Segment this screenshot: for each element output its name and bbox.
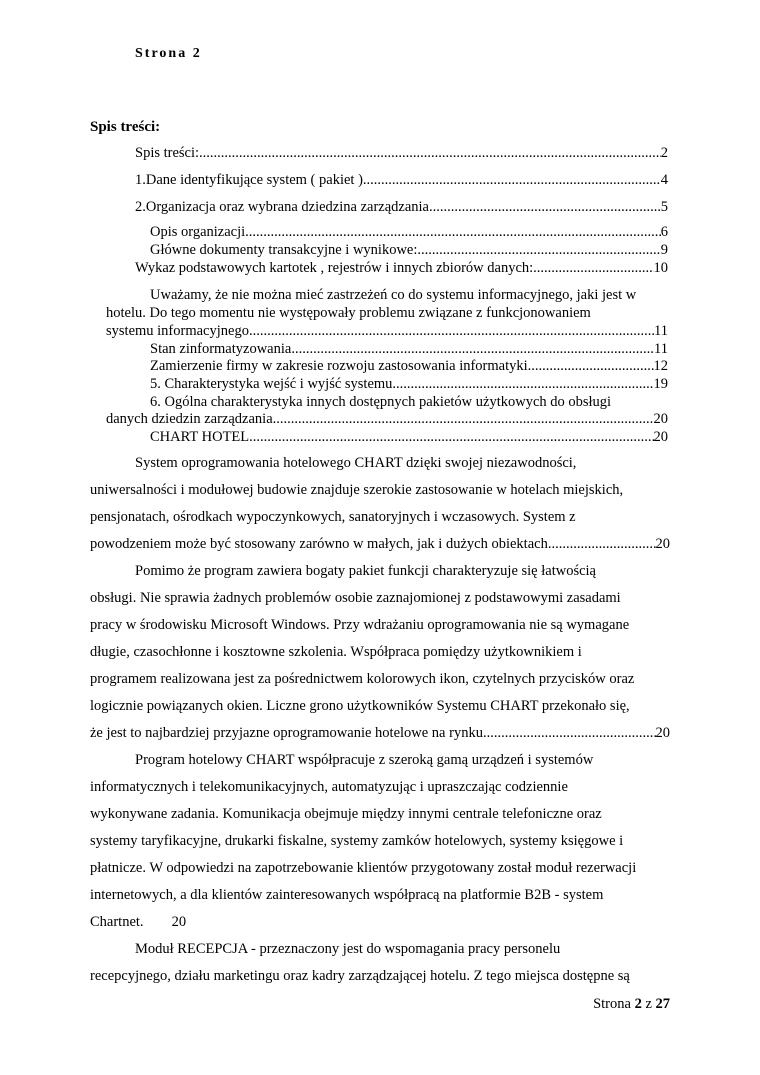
text-line: powodzeniem może być stosowany zarówno w małych, jak i dużych obiektach. [90,536,552,552]
page-footer [593,996,670,1013]
footer-current-page: 2 [634,996,642,1012]
toc-title: Spis treści: [90,119,161,135]
toc-entry[interactable] [106,410,668,428]
toc-entry-label: CHART HOTEL [150,429,250,445]
page-ref: 20 [655,725,670,741]
toc-entry[interactable] [135,198,668,216]
footer-prefix: Strona [593,996,635,1012]
toc-entry-label: 5. Charakterystyka wejść i wyjść systemu [150,376,393,392]
toc-entry-label: 2.Organizacja oraz wybrana dziedzina zarządzania [135,199,429,215]
toc-entry[interactable] [150,428,668,446]
paragraph [90,936,670,990]
toc-entry[interactable] [150,241,668,259]
text-line: wykonywane zadania. Komunikacja obejmuje między innymi centrale telefoniczne oraz [90,806,602,822]
text-line: pensjonatach, ośrodkach wypoczynkowych, sanatoryjnych i wczasowych. System z [90,509,576,525]
toc-entry-label: Wykaz podstawowych kartotek , rejestrów i innych zbiorów danych: [135,260,534,276]
text-line: logicznie powiązanych okien. Liczne grono użytkowników Systemu CHART przekonało się, [90,698,630,714]
text-line: Pomimo że program zawiera bogaty pakiet funkcji charakteryzuje się łatwością [135,563,596,579]
toc-entry-page: 2 [660,145,668,161]
text-line: System oprogramowania hotelowego CHART dzięki swojej niezawodności, [135,455,577,471]
text-line: płatnicze. W odpowiedzi na zapotrzebowanie klientów przygotowany został moduł rezerwacji [90,860,637,876]
toc-entry-page: 11 [654,341,668,357]
toc-entry-line: Uważamy, że nie można mieć zastrzeżeń co do systemu informacyjnego, jaki jest w [150,287,637,303]
toc-entry-page: 19 [653,376,668,392]
text-line: Chartnet. [90,914,144,930]
toc-entry-label: Zamierzenie firmy w zakresie rozwoju zastosowania informatyki. [150,358,532,374]
toc-entry-page: 20 [653,411,668,427]
text-line: pracy w środowisku Microsoft Windows. Przy wdrażaniu oprogramowania nie są wymagane [90,617,630,633]
toc-entry-label: Opis organizacji [150,224,246,240]
toc-entry[interactable] [135,144,668,162]
toc-entry-label: Główne dokumenty transakcyjne i wynikowe: [150,242,418,258]
text-line: długie, czasochłonne i kosztowne szkolenia. Współpraca pomiędzy użytkownikiem i [90,644,582,660]
text-line-with-page [90,531,670,558]
toc-entry-label: systemu informacyjnego [106,323,249,339]
toc-entry-line: 6. Ogólna charakterystyka innych dostępnych pakietów użytkowych do obsługi [150,394,612,410]
text-line: obsługi. Nie sprawia żadnych problemów osobie zaznajomionej z podstawowymi zasadami [90,590,621,606]
footer-mid: z [641,996,656,1012]
toc-entry-page: 4 [660,172,668,188]
toc-entry-line: hotelu. Do tego momentu nie występowały problemu związane z funkcjonowaniem [106,305,591,321]
text-line: informatycznych i telekomunikacyjnych, automatyzując i upraszczając codziennie [90,779,568,795]
toc-entry-label: danych dziedzin zarządzania [106,411,273,427]
text-line: systemy taryfikacyjne, drukarki fiskalne, systemy zamków hotelowych, systemy księgowe i [90,833,624,849]
toc-entry-page: 11 [654,323,668,339]
toc-entry-page: 12 [653,358,668,374]
text-line: internetowych, a dla klientów zainteresowanych współpracą na platformie B2B - system [90,887,604,903]
toc-entry-page: 10 [653,260,668,276]
toc-entry[interactable] [150,375,668,393]
text-line: Moduł RECEPCJA - przeznaczony jest do wspomagania pracy personelu [135,941,561,957]
toc-entry[interactable] [135,171,668,189]
text-line-with-page [90,909,670,936]
toc-entry-page: 9 [660,242,668,258]
page-ref: 20 [655,536,670,552]
toc-entry[interactable] [106,322,668,340]
toc-entry[interactable] [150,357,668,375]
text-line: że jest to najbardziej przyjazne oprogramowanie hotelowe na rynku. [90,725,487,741]
toc-entry-label: Stan zinformatyzowania [150,341,292,357]
text-line: programem realizowana jest za pośrednictwem kolorowych ikon, czytelnych przycisków oraz [90,671,635,687]
paragraph [90,747,670,936]
text-line: Program hotelowy CHART współpracuje z szeroką gamą urządzeń i systemów [135,752,594,768]
toc-entry-label: Spis treści: [135,145,200,161]
page-ref: 20 [171,914,187,930]
paragraph [90,450,670,558]
toc-entry[interactable] [150,340,668,358]
toc-entry-page: 6 [660,224,668,240]
text-line-with-page [90,720,670,747]
text-line: uniwersalności i modułowej budowie znajduje szerokie zastosowanie w hotelach miejskich, [90,482,624,498]
text-line: recepcyjnego, działu marketingu oraz kadry zarządzającej hotelu. Z tego miejsca dostępne są [90,968,630,984]
toc-entry[interactable] [135,259,668,277]
footer-total-pages: 27 [655,996,670,1012]
page-header: Strona 2 [135,46,202,61]
paragraph [90,558,670,747]
toc-entry-page: 5 [660,199,668,215]
toc-entry[interactable] [150,223,668,241]
toc-entry-page: 20 [653,429,668,445]
toc-entry-label: 1.Dane identyfikujące system ( pakiet ) [135,172,363,188]
